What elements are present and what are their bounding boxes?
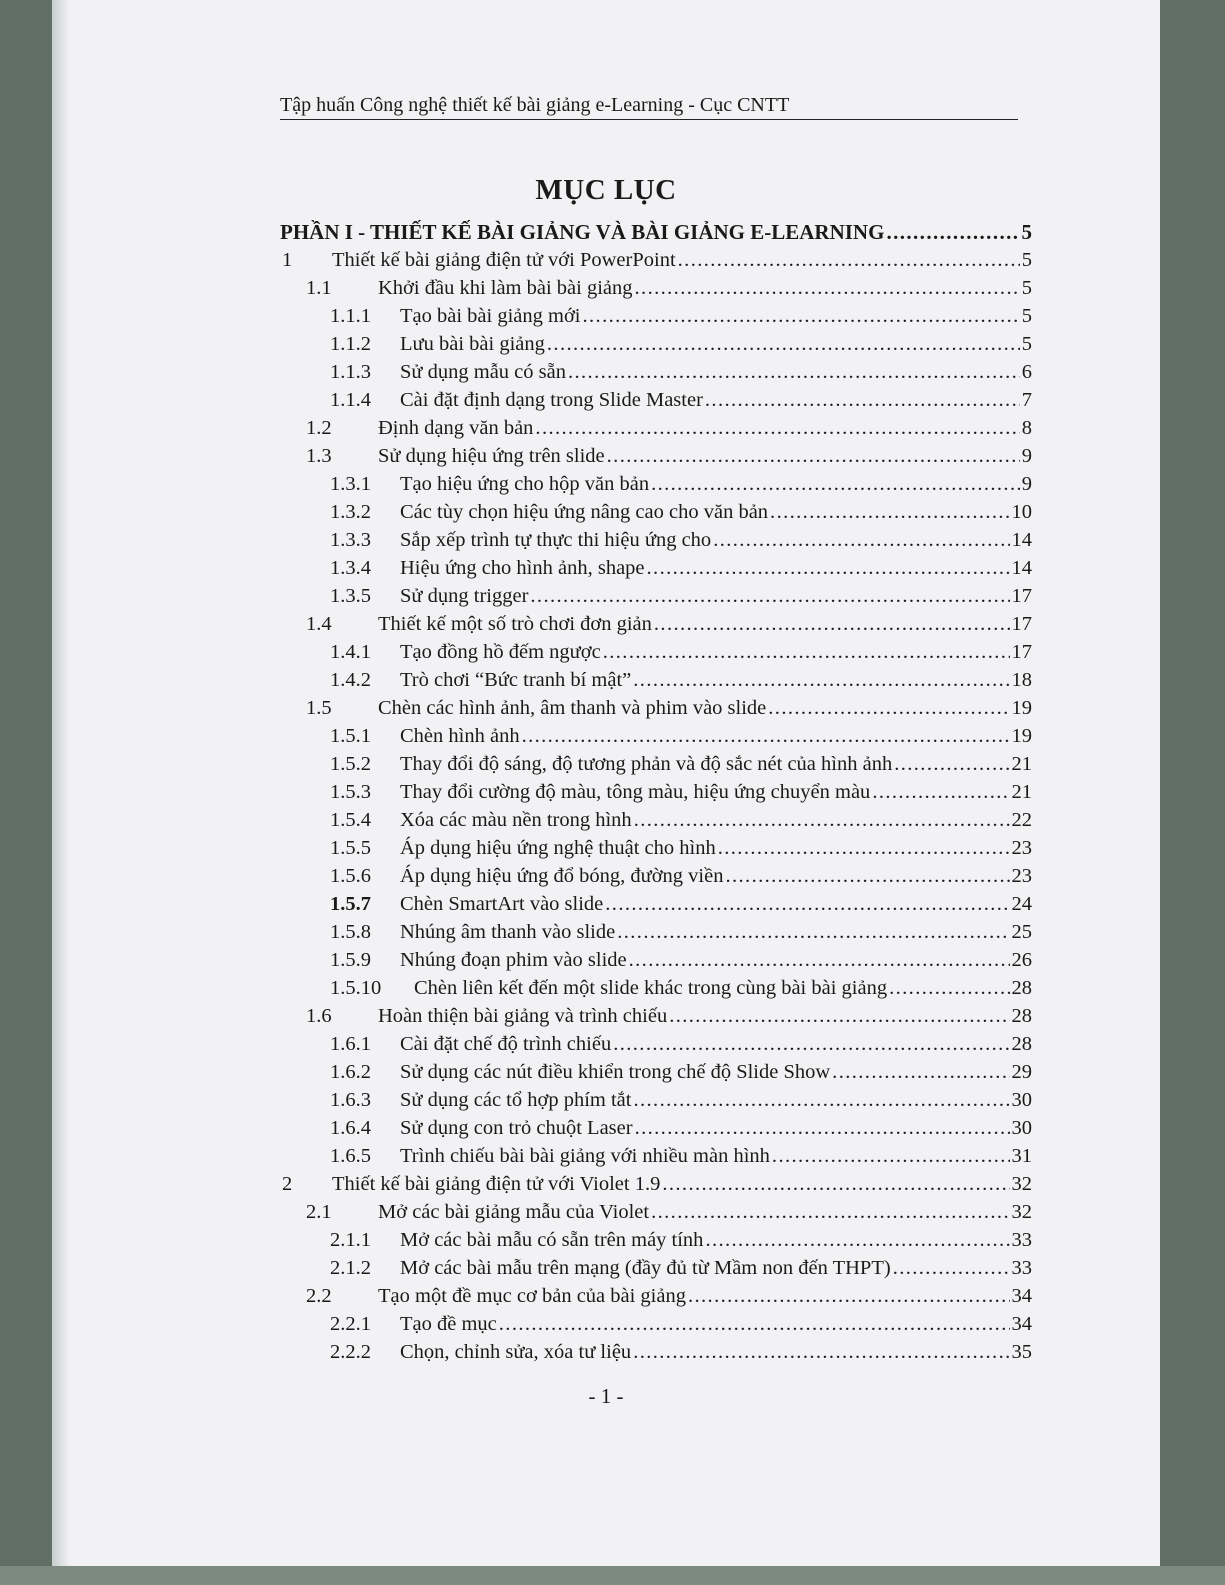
toc-entry[interactable] — [306, 274, 1032, 302]
document-page — [52, 0, 1160, 1566]
toc-entry[interactable] — [330, 638, 1032, 666]
toc-entry[interactable] — [330, 1254, 1032, 1282]
toc-entry-number: 1.5.6 — [330, 865, 371, 887]
toc-leader-dots — [678, 246, 1020, 274]
toc-entry-number: 1.1 — [306, 277, 332, 299]
toc-leader-dots — [522, 722, 1010, 750]
toc-entry-title: Mở các bài mẫu trên mạng (đầy đủ từ Mầm non đến THPT) — [400, 1257, 891, 1279]
toc-entry-title: Chèn SmartArt vào slide — [400, 893, 604, 915]
toc-entry-number: 2.1.2 — [330, 1257, 371, 1279]
toc-entry-number: 1.6.4 — [330, 1117, 371, 1139]
toc-entry-number: 1.4.1 — [330, 641, 371, 663]
toc-entry-page: 5 — [1021, 277, 1032, 299]
toc-entry-number: 1.5.2 — [330, 753, 371, 775]
toc-leader-dots — [832, 1058, 1009, 1086]
toc-entry-page: 10 — [1011, 501, 1032, 523]
toc-entry-number: 1.6.1 — [330, 1033, 371, 1055]
toc-entry-title: Sử dụng các nút điều khiển trong chế độ Slide Show — [400, 1061, 831, 1083]
toc-entry-page: 14 — [1011, 557, 1032, 579]
toc-leader-dots — [718, 834, 1010, 862]
toc-entry-number: 1.3.5 — [330, 585, 371, 607]
toc-entry-number: 1.1.1 — [330, 305, 371, 327]
toc-entry-number: 1.5.3 — [330, 781, 371, 803]
toc-entry-title: Chọn, chỉnh sửa, xóa tư liệu — [400, 1341, 632, 1363]
toc-entry-number: 1.5.4 — [330, 809, 371, 831]
toc-entry[interactable] — [330, 722, 1032, 750]
toc-entry-title: Chèn hình ảnh — [400, 725, 520, 747]
toc-entry-page: 5 — [1021, 305, 1032, 327]
toc-leader-dots — [535, 414, 1019, 442]
toc-leader-dots — [547, 330, 1020, 358]
toc-entry[interactable] — [306, 414, 1032, 442]
toc-entry-number: 1.6 — [306, 1005, 332, 1027]
toc-entry-number: 1.3.2 — [330, 501, 371, 523]
toc-entry-page: 34 — [1011, 1313, 1032, 1335]
toc-entry-title: Áp dụng hiệu ứng nghệ thuật cho hình — [400, 837, 716, 859]
toc-entry[interactable] — [330, 498, 1032, 526]
toc-entry-title: Trình chiếu bài bài giảng với nhiều màn hình — [400, 1145, 770, 1167]
toc-leader-dots — [530, 582, 1009, 610]
toc-entry-number: 1.5.5 — [330, 837, 371, 859]
toc-leader-dots — [889, 974, 1009, 1002]
toc-entry[interactable] — [306, 694, 1032, 722]
toc-entry-page: 24 — [1011, 893, 1032, 915]
toc-entry-page: 30 — [1011, 1117, 1032, 1139]
toc-entry-title: Sắp xếp trình tự thực thi hiệu ứng cho — [400, 529, 712, 551]
toc-leader-dots — [772, 1142, 1010, 1170]
toc-entry-page: 30 — [1011, 1089, 1032, 1111]
toc-entry-number: 1.1.4 — [330, 389, 371, 411]
toc-leader-dots — [633, 666, 1009, 694]
toc-entry-number: 1.3.4 — [330, 557, 371, 579]
toc-entry-page: 18 — [1011, 669, 1032, 691]
toc-entry-page: 28 — [1011, 977, 1032, 999]
toc-entry-page: 23 — [1011, 865, 1032, 887]
toc-entry[interactable] — [306, 1282, 1032, 1310]
toc-entry-title: Sử dụng con trỏ chuột Laser — [400, 1117, 633, 1139]
toc-entry-title: Lưu bài bài giảng — [400, 333, 545, 355]
toc-entry[interactable] — [330, 1142, 1032, 1170]
toc-entry-number: 1.2 — [306, 417, 332, 439]
toc-entry-title: Xóa các màu nền trong hình — [400, 809, 632, 831]
toc-leader-dots — [635, 274, 1020, 302]
toc-entry-title: Mở các bài giảng mẫu của Violet — [378, 1201, 650, 1223]
toc-leader-dots — [629, 946, 1010, 974]
toc-leader-dots — [713, 526, 1009, 554]
toc-leader-dots — [634, 806, 1010, 834]
toc-entry[interactable] — [330, 1030, 1032, 1058]
toc-entry-page: 17 — [1011, 613, 1032, 635]
toc-entry-number: 1.4.2 — [330, 669, 371, 691]
toc-entry-number: 1.3 — [306, 445, 332, 467]
toc-entry[interactable] — [330, 302, 1032, 330]
page-number: - 1 - — [588, 1384, 624, 1408]
toc-entry-title: Cài đặt định dạng trong Slide Master — [400, 389, 703, 411]
toc-entry-page: 17 — [1011, 641, 1032, 663]
toc-entry[interactable] — [330, 554, 1032, 582]
toc-leader-dots — [603, 638, 1010, 666]
toc-entry-number: 2.2.1 — [330, 1313, 371, 1335]
toc-entry[interactable] — [330, 358, 1032, 386]
toc-entry-title: Sử dụng các tổ hợp phím tắt — [400, 1089, 632, 1111]
toc-entry-title: Sử dụng trigger — [400, 585, 529, 607]
toc-entry-page: 25 — [1011, 921, 1032, 943]
toc-entry-title: Sử dụng mẫu có sẵn — [400, 361, 566, 383]
toc-leader-dots — [633, 1086, 1009, 1114]
toc-entry-title: Tạo đề mục — [400, 1313, 497, 1335]
toc-entry-page: 33 — [1011, 1257, 1032, 1279]
toc-entry[interactable] — [330, 330, 1032, 358]
toc-entry[interactable] — [280, 218, 1032, 246]
toc-entry[interactable] — [330, 806, 1032, 834]
toc-entry[interactable] — [330, 750, 1032, 778]
toc-entry-page: 9 — [1021, 445, 1032, 467]
toc-entry[interactable] — [330, 778, 1032, 806]
toc-entry[interactable] — [330, 862, 1032, 890]
toc-entry-page: 23 — [1011, 837, 1032, 859]
toc-entry-number: 1.5.8 — [330, 921, 371, 943]
toc-entry[interactable] — [330, 834, 1032, 862]
toc-leader-dots — [613, 1030, 1009, 1058]
toc-entry[interactable] — [330, 1114, 1032, 1142]
toc-leader-dots — [872, 778, 1009, 806]
toc-entry[interactable] — [330, 666, 1032, 694]
page-title: MỤC LỤC — [535, 174, 677, 206]
toc-leader-dots — [499, 1310, 1010, 1338]
toc-entry-number: 1.5.9 — [330, 949, 371, 971]
toc-entry-number: 1.3.1 — [330, 473, 371, 495]
toc-entry-number: 1.6.5 — [330, 1145, 371, 1167]
toc-entry-page: 17 — [1011, 585, 1032, 607]
toc-entry-number: 1.6.3 — [330, 1089, 371, 1111]
toc-entry-page: 26 — [1011, 949, 1032, 971]
running-header: Tập huấn Công nghệ thiết kế bài giảng e-Learning - Cục CNTT — [280, 92, 1018, 120]
toc-entry-page: 32 — [1011, 1201, 1032, 1223]
toc-leader-dots — [705, 386, 1020, 414]
toc-entry-number: 1.5.10 — [330, 977, 382, 999]
toc-entry-title: Chèn các hình ảnh, âm thanh và phim vào slide — [378, 697, 767, 719]
toc-leader-dots — [633, 1338, 1009, 1366]
toc-leader-dots — [583, 302, 1020, 330]
toc-entry-title: Tạo đồng hồ đếm ngược — [400, 641, 601, 663]
toc-entry[interactable] — [330, 470, 1032, 498]
toc-entry-page: 33 — [1011, 1229, 1032, 1251]
toc-entry-title: Thiết kế một số trò chơi đơn giản — [378, 613, 652, 635]
toc-entry[interactable] — [330, 946, 1032, 974]
scanner-edge — [0, 1566, 1225, 1585]
toc-entry-number: 1.1.3 — [330, 361, 371, 383]
toc-entry-title: Các tùy chọn hiệu ứng nâng cao cho văn bản — [400, 501, 769, 523]
toc-entry-page: 31 — [1011, 1145, 1032, 1167]
toc-leader-dots — [654, 610, 1010, 638]
toc-entry-number: 1.5 — [306, 697, 332, 719]
toc-entry[interactable] — [330, 890, 1032, 918]
toc-entry-title: Khởi đầu khi làm bài bài giảng — [378, 277, 633, 299]
toc-leader-dots — [725, 862, 1009, 890]
toc-entry-page: 6 — [1021, 361, 1032, 383]
toc-leader-dots — [635, 1114, 1010, 1142]
toc-leader-dots — [894, 750, 1009, 778]
toc-leader-dots — [662, 1170, 1009, 1198]
toc-entry-page: 8 — [1021, 417, 1032, 439]
toc-entry-number: 1.5.1 — [330, 725, 371, 747]
toc-entry-title: Thiết kế bài giảng điện tử với Violet 1.9 — [332, 1173, 661, 1195]
toc-entry-title: Chèn liên kết đến một slide khác trong cùng bài bài giảng — [414, 977, 888, 999]
toc-entry-title: Hiệu ứng cho hình ảnh, shape — [400, 557, 645, 579]
toc-leader-dots — [688, 1282, 1010, 1310]
toc-entry-number: 2 — [282, 1173, 293, 1195]
toc-entry-page: 22 — [1011, 809, 1032, 831]
toc-entry-title: Cài đặt chế độ trình chiếu — [400, 1033, 612, 1055]
toc-entry-title: Tạo hiệu ứng cho hộp văn bản — [400, 473, 650, 495]
toc-leader-dots — [607, 442, 1020, 470]
toc-entry[interactable] — [330, 386, 1032, 414]
toc-entry-title: Mở các bài mẫu có sẵn trên máy tính — [400, 1229, 704, 1251]
toc-leader-dots — [651, 1198, 1009, 1226]
toc-entry-number: 1.5.7 — [330, 893, 371, 915]
toc-entry[interactable] — [330, 1338, 1032, 1366]
toc-entry-page: 34 — [1011, 1285, 1032, 1307]
toc-entry[interactable] — [306, 1198, 1032, 1226]
toc-entry-title: Hoàn thiện bài giảng và trình chiếu — [378, 1005, 668, 1027]
toc-entry[interactable] — [282, 246, 1032, 274]
toc-entry-number: 2.2 — [306, 1285, 332, 1307]
toc-entry-title: Trò chơi “Bức tranh bí mật” — [400, 669, 632, 691]
toc-entry-page: 19 — [1011, 725, 1032, 747]
toc-leader-dots — [617, 918, 1009, 946]
toc-entry[interactable] — [330, 918, 1032, 946]
toc-entry[interactable] — [330, 1310, 1032, 1338]
toc-entry-title: Nhúng đoạn phim vào slide — [400, 949, 627, 971]
toc-entry-number: 1.4 — [306, 613, 332, 635]
toc-entry-number: 1.3.3 — [330, 529, 371, 551]
toc-entry-title: Tạo một đề mục cơ bản của bài giảng — [378, 1285, 686, 1307]
toc-leader-dots — [893, 1254, 1010, 1282]
toc-entry-number: 2.1.1 — [330, 1229, 371, 1251]
toc-leader-dots — [770, 498, 1009, 526]
toc-entry[interactable] — [330, 1226, 1032, 1254]
toc-entry[interactable] — [282, 1170, 1032, 1198]
toc-leader-dots — [705, 1226, 1009, 1254]
toc-entry-number: 1 — [282, 249, 293, 271]
toc-entry-title: Áp dụng hiệu ứng đổ bóng, đường viền — [400, 865, 724, 887]
toc-leader-dots — [568, 358, 1020, 386]
toc-entry[interactable] — [306, 1002, 1032, 1030]
toc-entry-title: Nhúng âm thanh vào slide — [400, 921, 616, 943]
toc-entry-number: 1.1.2 — [330, 333, 371, 355]
toc-entry[interactable] — [330, 1086, 1032, 1114]
toc-entry-title: Thay đổi độ sáng, độ tương phản và độ sắc nét của hình ảnh — [400, 753, 893, 775]
toc-leader-dots — [605, 890, 1009, 918]
toc-entry-page: 5 — [1021, 249, 1032, 271]
toc-entry-page: 7 — [1021, 389, 1032, 411]
toc-entry-title: Tạo bài bài giảng mới — [400, 305, 581, 327]
toc-leader-dots — [886, 218, 1019, 246]
toc-entry-title: Thiết kế bài giảng điện tử với PowerPoint — [332, 249, 676, 271]
toc-entry-page: 5 — [1021, 220, 1032, 244]
toc-entry-number: 2.2.2 — [330, 1341, 371, 1363]
toc-entry-page: 14 — [1011, 529, 1032, 551]
toc-entry-title: Thay đổi cường độ màu, tông màu, hiệu ứng chuyển màu — [400, 781, 871, 803]
toc-entry[interactable] — [330, 1058, 1032, 1086]
toc-entry[interactable] — [330, 526, 1032, 554]
toc-entry-page: 21 — [1011, 753, 1032, 775]
toc-entry[interactable] — [306, 610, 1032, 638]
toc-entry-page: 9 — [1021, 473, 1032, 495]
toc-entry-page: 5 — [1021, 333, 1032, 355]
toc-entry-page: 28 — [1011, 1033, 1032, 1055]
toc-leader-dots — [647, 554, 1010, 582]
toc-entry-page: 21 — [1011, 781, 1032, 803]
toc-entry-number: 2.1 — [306, 1201, 332, 1223]
toc-leader-dots — [651, 470, 1020, 498]
toc-entry[interactable] — [330, 582, 1032, 610]
toc-entry-page: 35 — [1011, 1341, 1032, 1363]
toc-entry[interactable] — [330, 974, 1032, 1002]
toc-entry-page: 28 — [1011, 1005, 1032, 1027]
toc-entry-number: 1.6.2 — [330, 1061, 371, 1083]
toc-entry[interactable] — [306, 442, 1032, 470]
toc-entry-page: 19 — [1011, 697, 1032, 719]
toc-entry-page: 32 — [1011, 1173, 1032, 1195]
toc-entry-title: Định dạng văn bản — [378, 417, 534, 439]
toc-entry-page: 29 — [1011, 1061, 1032, 1083]
toc-leader-dots — [768, 694, 1009, 722]
toc-entry-title: Sử dụng hiệu ứng trên slide — [378, 445, 605, 467]
toc-leader-dots — [669, 1002, 1009, 1030]
toc-entry-title: PHẦN I - THIẾT KẾ BÀI GIẢNG VÀ BÀI GIẢNG E-LEARNING — [280, 220, 885, 244]
